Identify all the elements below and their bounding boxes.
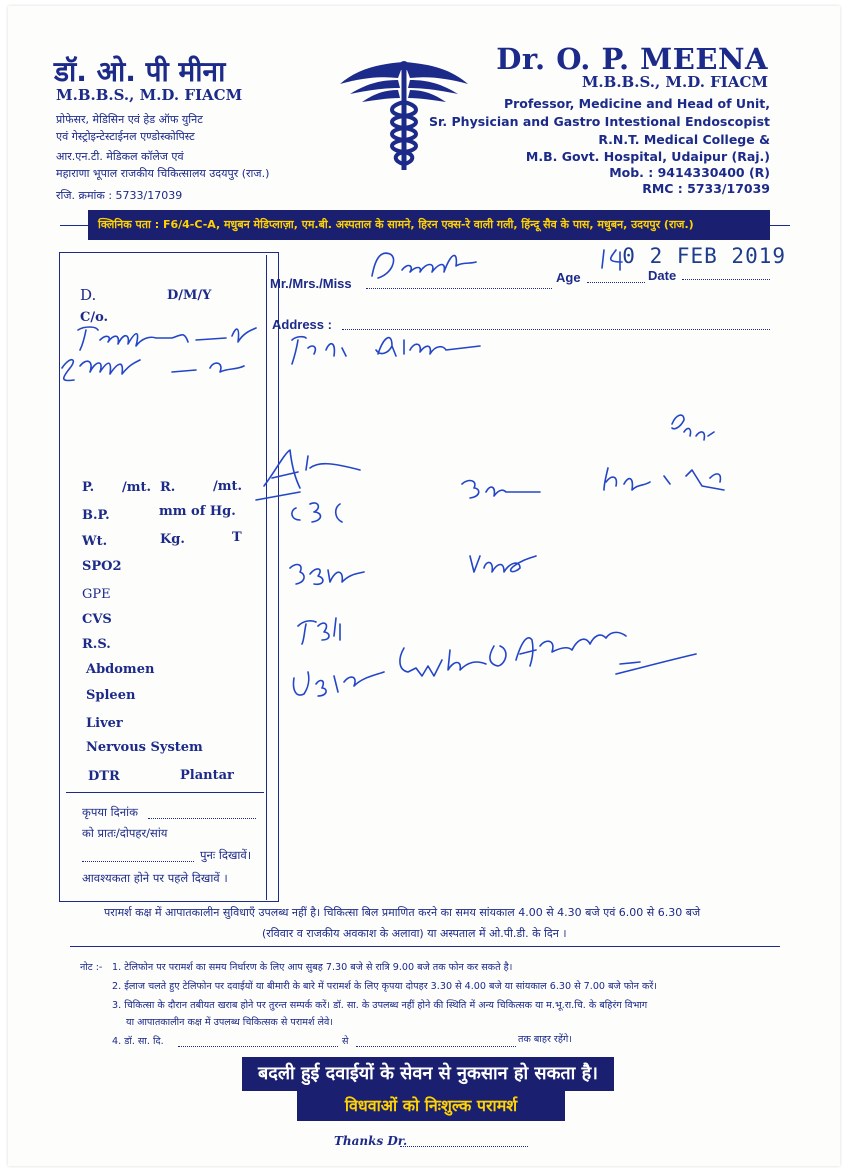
spo2-label: SPO2	[82, 559, 122, 574]
clinic-address-banner: क्लिनिक पता : F6/4-C-A, मधुबन मेडिप्लाज़ा, एम.बी. अस्पताल के सामने, हिरन एक्स-रे वाली गली, हिंन्दू सैव के पास, मधुबन, उदयपुर (राज.)	[88, 210, 770, 240]
d-label: D.	[80, 286, 97, 304]
weight-unit: Kg.	[160, 532, 185, 547]
note-item: 2. ईलाज चलते हुए टेलिफोन पर दवाईयों या बीमारी के बारे में परामर्श के लिए कृपया दोपहर 3.30 से 4.00 बजे या सांयकाल 6.30 से 7.00 बजे फोन करें।	[112, 981, 657, 992]
hindi-title-line: आर.एन.टी. मेडिकल कॉलेज एवं	[56, 150, 184, 163]
dtr-label: DTR	[88, 769, 120, 784]
followup-show-again: पुनः दिखावें।	[200, 848, 252, 862]
date-label: Date	[648, 268, 677, 283]
hindi-title-line: प्रोफेसर, मेडिसिन एवं हेड ऑफ युनिट	[56, 113, 203, 126]
doctor-degrees-hindi-side: M.B.B.S., M.D. FIACM	[56, 86, 243, 104]
co-label: C/o.	[80, 310, 109, 325]
plantar-label: Plantar	[180, 768, 234, 783]
english-title-line: M.B. Govt. Hospital, Udaipur (Raj.)	[525, 149, 770, 164]
dmy-label: D/M/Y	[167, 288, 212, 303]
pulse-unit: /mt.	[122, 480, 152, 495]
gpe-label: GPE	[82, 587, 111, 602]
resp-unit: /mt.	[213, 479, 243, 494]
notes-label: नोट :-	[80, 962, 103, 973]
followup-need-label: आवश्यकता होने पर पहले दिखावें ।	[82, 871, 228, 885]
absence-suffix: तक बाहर रहेंगे।	[518, 1034, 572, 1045]
age-label: Age	[556, 270, 581, 285]
hindi-title-line: महाराणा भूपाल राजकीय चिकित्सालय उदयपुर (राज.)	[56, 167, 270, 180]
note-item: 1. टेलिफोन पर परामर्श का समय निर्धारण के लिए आप सुबह 7.30 बजे से रात्रि 9.00 बजे तक फोन कर सकते है।	[112, 962, 513, 973]
followup-date-label: कृपया दिनांक	[82, 805, 138, 819]
nervous-system-label: Nervous System	[86, 740, 203, 755]
rmc-number: RMC : 5733/17039	[642, 181, 770, 196]
bp-unit: mm of Hg.	[159, 504, 236, 519]
pulse-label: P.	[82, 480, 95, 495]
notice-divider	[70, 946, 780, 947]
weight-label: Wt.	[82, 534, 108, 549]
hindi-title-line: एवं गेस्ट्रोइन्टेस्टाईनल एण्डोस्कोपिस्ट	[56, 130, 195, 143]
absence-mid: से	[342, 1036, 349, 1047]
english-title-line: R.N.T. Medical College &	[598, 132, 770, 147]
english-title-line: Sr. Physician and Gastro Intestional Endoscopist	[429, 114, 770, 129]
cvs-label: CVS	[82, 612, 112, 627]
medicine-warning-badge: बदली हुई दवाईयों के सेवन से नुकसान हो सकता है।	[242, 1057, 614, 1091]
doctor-name-english: Dr. O. P. MEENA	[496, 42, 768, 76]
notice-line-1: परामर्श कक्ष में आपातकालीन सुविधाएँ उपलब्ध नहीं है। चिकित्सा बिल प्रमाणित करने का समय सांयकाल 4.00 से 4.30 बजे एवं 6.00 से 6.30 बजे	[104, 906, 701, 919]
patient-name-label: Mr./Mrs./Miss	[270, 276, 352, 291]
registration-number-hindi: रजि. क्रमांक : 5733/17039	[56, 189, 183, 202]
doctor-name-hindi: डॉ. ओ. पी मीना	[54, 55, 226, 88]
spleen-label: Spleen	[86, 688, 136, 703]
absence-to-field[interactable]	[356, 1046, 516, 1047]
mobile-number: Mob. : 9414330400 (R)	[609, 165, 770, 180]
thanks-label: Thanks Dr.	[334, 1134, 408, 1148]
abdomen-label: Abdomen	[86, 662, 155, 677]
absence-prefix: 4. डॉ. सा. दि.	[112, 1036, 164, 1047]
absence-from-field[interactable]	[178, 1046, 338, 1047]
note-item: 3. चिकित्सा के दौरान तबीयत खराब होने पर तुरन्त सम्पर्क करें। डॉ. सा. के उपलब्ध नहीं होने की स्थिति में अन्य चिकित्सक या म.भू.रा.चि. के बहिरंग विभाग	[112, 1000, 648, 1011]
rs-label: R.S.	[82, 637, 111, 652]
note-item: या आपातकालीन कक्ष में उपलब्ध चिकित्सक से परामर्श लेवे।	[126, 1017, 334, 1028]
temperature-label: T	[232, 530, 242, 545]
followup-time-label: को प्रातः/दोपहर/सांय	[82, 826, 168, 840]
resp-label: R.	[160, 480, 176, 495]
address-label: Address :	[272, 317, 332, 332]
free-consultation-badge: विधवाओं को निःशुल्क परामर्श	[297, 1091, 565, 1121]
bp-label: B.P.	[82, 508, 110, 523]
referring-doctor-field[interactable]	[400, 1146, 528, 1147]
doctor-degrees-english: M.B.B.S., M.D. FIACM	[581, 73, 768, 91]
english-title-line: Professor, Medicine and Head of Unit,	[503, 96, 770, 111]
notice-line-2: (रविवार व राजकीय अवकाश के अलावा) या अस्पताल में ओ.पी.डी. के दिन ।	[262, 927, 567, 940]
liver-label: Liver	[86, 716, 123, 731]
date-stamp: 0 2 FEB 2019	[622, 244, 786, 268]
